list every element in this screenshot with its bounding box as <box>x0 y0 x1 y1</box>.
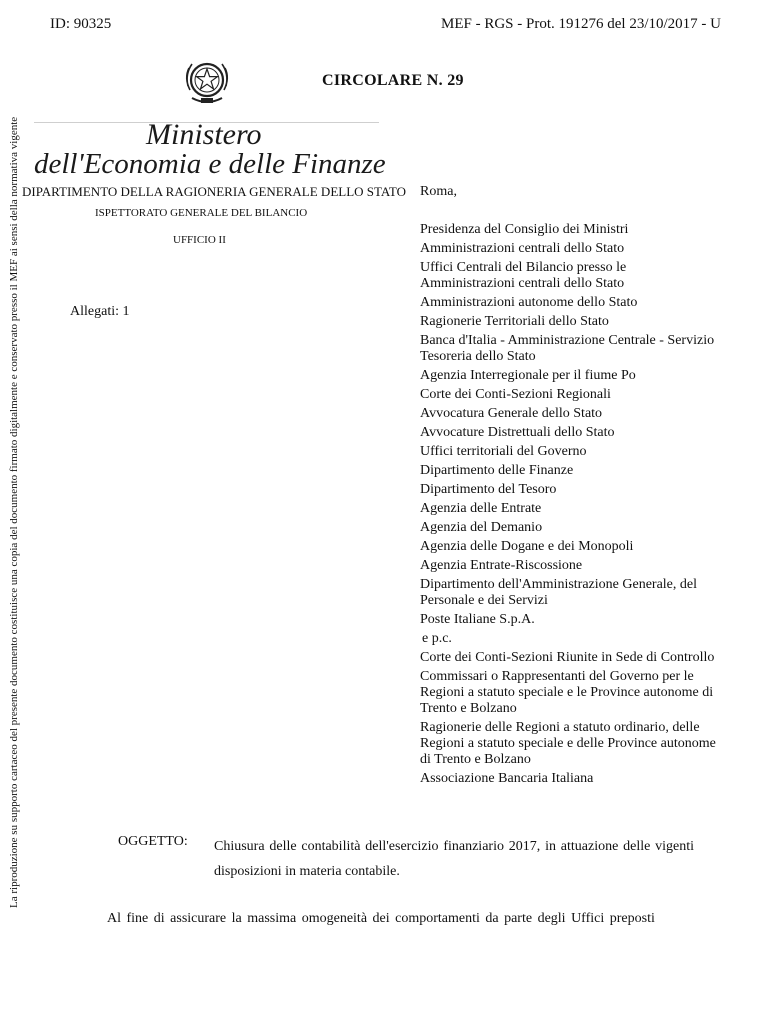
italian-republic-emblem-icon <box>180 56 234 110</box>
body-paragraph-start: Al fine di assicurare la massima omogeneità dei comportamenti da parte degli Uffici preposti <box>107 911 655 926</box>
subject-text: Chiusura delle contabilità dell'esercizio finanziario 2017, in attuazione delle vigenti disposizioni in materia contabile. <box>214 839 694 879</box>
recipient-item: Agenzia Entrate-Riscossione <box>420 558 583 573</box>
recipient-item: e p.c. <box>422 631 452 646</box>
recipient-item: Ragionerie delle Regioni a statuto ordinario, delle Regioni a statuto speciale e delle Province autonome di Trento e Bolzano <box>420 720 716 767</box>
recipient-item: Agenzia Interregionale per il fiume Po <box>420 368 636 383</box>
place-date: Roma, <box>420 184 457 199</box>
recipient-item: Avvocature Distrettuali dello Stato <box>420 425 615 440</box>
circolare-title: CIRCOLARE N. 29 <box>322 72 464 89</box>
recipient-item: Banca d'Italia - Amministrazione Centrale - Servizio Tesoreria dello Stato <box>420 333 715 364</box>
recipient-item: Dipartimento dell'Amministrazione Generale, del Personale e dei Servizi <box>420 577 697 608</box>
legal-side-note: La riproduzione su supporto cartaceo del presente documento costituisce una copia del documento firmato digitalmente e conservato presso il MEF ai sensi della normativa vigente <box>8 116 20 908</box>
ministry-name-line2: dell'Economia e delle Finanze <box>34 148 386 180</box>
recipient-item: Agenzia delle Dogane e dei Monopoli <box>420 539 634 554</box>
recipients-list <box>420 222 752 790</box>
recipient-item: Amministrazioni autonome dello Stato <box>420 295 638 310</box>
recipient-item: Corte dei Conti-Sezioni Riunite in Sede di Controllo <box>420 650 715 665</box>
recipient-item: Dipartimento del Tesoro <box>420 482 557 497</box>
recipient-item: Associazione Bancaria Italiana <box>420 771 594 786</box>
recipient-item: Avvocatura Generale dello Stato <box>420 406 603 421</box>
subject-label: OGGETTO: <box>118 834 188 849</box>
recipient-item: Agenzia del Demanio <box>420 520 543 535</box>
recipient-item: Dipartimento delle Finanze <box>420 463 574 478</box>
recipient-item: Commissari o Rappresentanti del Governo per le Regioni a statuto speciale e le Province autonome di Trento e Bolzano <box>420 669 714 716</box>
protocol-number: MEF - RGS - Prot. 191276 del 23/10/2017 - U <box>441 16 722 32</box>
recipient-item: Uffici territoriali del Governo <box>420 444 587 459</box>
ministry-name-line1: Ministero <box>146 118 262 151</box>
document-id: ID: 90325 <box>50 16 112 32</box>
recipient-item: Presidenza del Consiglio dei Ministri <box>420 222 629 237</box>
recipient-item: Uffici Centrali del Bilancio presso le Amministrazioni centrali dello Stato <box>420 260 627 291</box>
recipient-item: Ragionerie Territoriali dello Stato <box>420 314 609 329</box>
recipient-item: Agenzia delle Entrate <box>420 501 542 516</box>
office-name: UFFICIO II <box>173 234 226 246</box>
inspectorate-name: ISPETTORATO GENERALE DEL BILANCIO <box>95 207 308 219</box>
recipient-item: Poste Italiane S.p.A. <box>420 612 535 627</box>
recipient-item: Corte dei Conti-Sezioni Regionali <box>420 387 611 402</box>
department-name: DIPARTIMENTO DELLA RAGIONERIA GENERALE DELLO STATO <box>22 184 406 199</box>
attachments-count: Allegati: 1 <box>70 304 130 319</box>
recipient-item: Amministrazioni centrali dello Stato <box>420 241 625 256</box>
